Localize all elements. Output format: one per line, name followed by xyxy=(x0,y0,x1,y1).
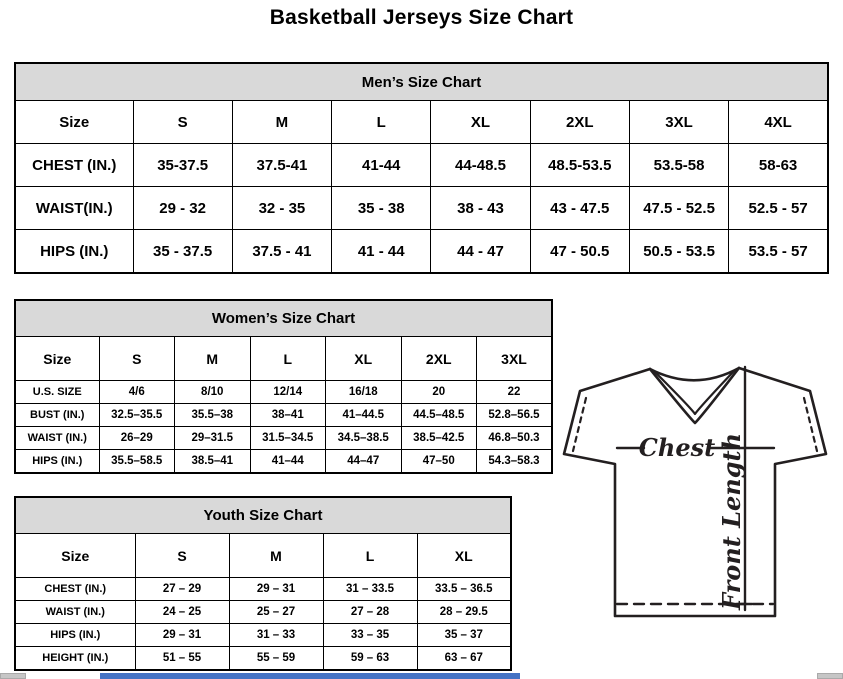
size-value-cell: 20 xyxy=(401,381,477,404)
table-row xyxy=(15,404,552,427)
size-value-cell: 35.5–58.5 xyxy=(99,450,175,474)
size-value-cell: 44 - 47 xyxy=(431,230,530,274)
size-value-cell: 59 – 63 xyxy=(323,647,417,671)
size-value-cell: 34.5–38.5 xyxy=(326,427,402,450)
size-value-cell: 52.5 - 57 xyxy=(729,187,828,230)
row-label: HIPS (IN.) xyxy=(15,624,135,647)
size-value-cell: 44–47 xyxy=(326,450,402,474)
size-value-cell: 29–31.5 xyxy=(175,427,251,450)
size-value-cell: 32.5–35.5 xyxy=(99,404,175,427)
size-value-cell: 54.3–58.3 xyxy=(477,450,553,474)
size-value-cell: 52.8–56.5 xyxy=(477,404,553,427)
column-header-m: M xyxy=(232,101,331,144)
size-value-cell: 47.5 - 52.5 xyxy=(629,187,728,230)
youth-chart-title: Youth Size Chart xyxy=(15,497,511,534)
horizontal-scrollbar[interactable] xyxy=(0,673,843,679)
womens-chart-title: Women’s Size Chart xyxy=(15,300,552,337)
size-value-cell: 41 - 44 xyxy=(332,230,431,274)
size-value-cell: 38.5–42.5 xyxy=(401,427,477,450)
size-value-cell: 44-48.5 xyxy=(431,144,530,187)
size-value-cell: 46.8–50.3 xyxy=(477,427,553,450)
size-value-cell: 16/18 xyxy=(326,381,402,404)
size-value-cell: 43 - 47.5 xyxy=(530,187,629,230)
size-value-cell: 35-37.5 xyxy=(133,144,232,187)
row-label: CHEST (IN.) xyxy=(15,144,133,187)
row-label: WAIST (IN.) xyxy=(15,601,135,624)
size-value-cell: 4/6 xyxy=(99,381,175,404)
size-value-cell: 12/14 xyxy=(250,381,326,404)
row-label: HIPS (IN.) xyxy=(15,450,99,474)
size-value-cell: 27 – 28 xyxy=(323,601,417,624)
column-header-xl: XL xyxy=(326,337,402,381)
size-value-cell: 50.5 - 53.5 xyxy=(629,230,728,274)
table-row xyxy=(15,230,828,274)
size-value-cell: 58-63 xyxy=(729,144,828,187)
column-header-m: M xyxy=(229,534,323,578)
womens-size-chart-table xyxy=(14,299,553,474)
mens-chart-title: Men’s Size Chart xyxy=(15,63,828,101)
column-header-4xl: 4XL xyxy=(729,101,828,144)
size-value-cell: 31.5–34.5 xyxy=(250,427,326,450)
size-value-cell: 37.5 - 41 xyxy=(232,230,331,274)
size-value-cell: 22 xyxy=(477,381,553,404)
size-value-cell: 35.5–38 xyxy=(175,404,251,427)
size-value-cell: 55 – 59 xyxy=(229,647,323,671)
size-value-cell: 47–50 xyxy=(401,450,477,474)
size-value-cell: 27 – 29 xyxy=(135,578,229,601)
size-value-cell: 41–44 xyxy=(250,450,326,474)
size-value-cell: 25 – 27 xyxy=(229,601,323,624)
table-row xyxy=(15,647,511,671)
table-row xyxy=(15,578,511,601)
size-value-cell: 38 - 43 xyxy=(431,187,530,230)
size-value-cell: 29 – 31 xyxy=(229,578,323,601)
jersey-illustration xyxy=(558,360,840,624)
mens-size-chart-table xyxy=(14,62,829,274)
column-header-s: S xyxy=(135,534,229,578)
size-value-cell: 8/10 xyxy=(175,381,251,404)
table-row xyxy=(15,624,511,647)
table-row xyxy=(15,450,552,474)
column-header-l: L xyxy=(332,101,431,144)
size-value-cell: 35 - 37.5 xyxy=(133,230,232,274)
scroll-right-button[interactable] xyxy=(817,673,843,679)
chest-label: Chest xyxy=(638,433,716,462)
table-row xyxy=(15,427,552,450)
size-value-cell: 37.5-41 xyxy=(232,144,331,187)
size-value-cell: 44.5–48.5 xyxy=(401,404,477,427)
size-corner-label: Size xyxy=(15,337,99,381)
size-value-cell: 38.5–41 xyxy=(175,450,251,474)
column-header-m: M xyxy=(175,337,251,381)
size-value-cell: 41-44 xyxy=(332,144,431,187)
size-corner-label: Size xyxy=(15,534,135,578)
row-label: CHEST (IN.) xyxy=(15,578,135,601)
size-value-cell: 33.5 – 36.5 xyxy=(417,578,511,601)
size-value-cell: 35 - 38 xyxy=(332,187,431,230)
table-row xyxy=(15,144,828,187)
column-header-3xl: 3XL xyxy=(629,101,728,144)
row-label: BUST (IN.) xyxy=(15,404,99,427)
size-value-cell: 63 – 67 xyxy=(417,647,511,671)
size-value-cell: 28 – 29.5 xyxy=(417,601,511,624)
front-length-label: Front Length xyxy=(717,432,746,610)
size-value-cell: 53.5 - 57 xyxy=(729,230,828,274)
header-row xyxy=(15,337,552,381)
row-label: HEIGHT (IN.) xyxy=(15,647,135,671)
column-header-3xl: 3XL xyxy=(477,337,553,381)
row-label: HIPS (IN.) xyxy=(15,230,133,274)
size-value-cell: 51 – 55 xyxy=(135,647,229,671)
size-value-cell: 47 - 50.5 xyxy=(530,230,629,274)
size-value-cell: 26–29 xyxy=(99,427,175,450)
collar-v-inner xyxy=(655,371,734,414)
size-value-cell: 24 – 25 xyxy=(135,601,229,624)
size-value-cell: 32 - 35 xyxy=(232,187,331,230)
column-header-s: S xyxy=(133,101,232,144)
size-value-cell: 33 – 35 xyxy=(323,624,417,647)
column-header-2xl: 2XL xyxy=(401,337,477,381)
size-value-cell: 29 – 31 xyxy=(135,624,229,647)
scroll-left-button[interactable] xyxy=(0,673,26,679)
column-header-l: L xyxy=(250,337,326,381)
row-label: WAIST (IN.) xyxy=(15,427,99,450)
scrollbar-thumb[interactable] xyxy=(100,673,520,679)
size-corner-label: Size xyxy=(15,101,133,144)
youth-size-chart-table xyxy=(14,496,512,671)
column-header-xl: XL xyxy=(431,101,530,144)
page-title: Basketball Jerseys Size Chart xyxy=(269,6,574,29)
row-label: U.S. SIZE xyxy=(15,381,99,404)
column-header-s: S xyxy=(99,337,175,381)
size-value-cell: 38–41 xyxy=(250,404,326,427)
size-value-cell: 48.5-53.5 xyxy=(530,144,629,187)
column-header-2xl: 2XL xyxy=(530,101,629,144)
size-value-cell: 31 – 33 xyxy=(229,624,323,647)
size-value-cell: 31 – 33.5 xyxy=(323,578,417,601)
column-header-xl: XL xyxy=(417,534,511,578)
header-row xyxy=(15,534,511,578)
table-row xyxy=(15,601,511,624)
table-row xyxy=(15,187,828,230)
size-value-cell: 41–44.5 xyxy=(326,404,402,427)
size-value-cell: 29 - 32 xyxy=(133,187,232,230)
row-label: WAIST(IN.) xyxy=(15,187,133,230)
size-value-cell: 35 – 37 xyxy=(417,624,511,647)
jersey-measurement-diagram xyxy=(558,360,840,624)
size-value-cell: 53.5-58 xyxy=(629,144,728,187)
column-header-l: L xyxy=(323,534,417,578)
jersey-outline xyxy=(564,368,826,616)
header-row xyxy=(15,101,828,144)
table-row xyxy=(15,381,552,404)
